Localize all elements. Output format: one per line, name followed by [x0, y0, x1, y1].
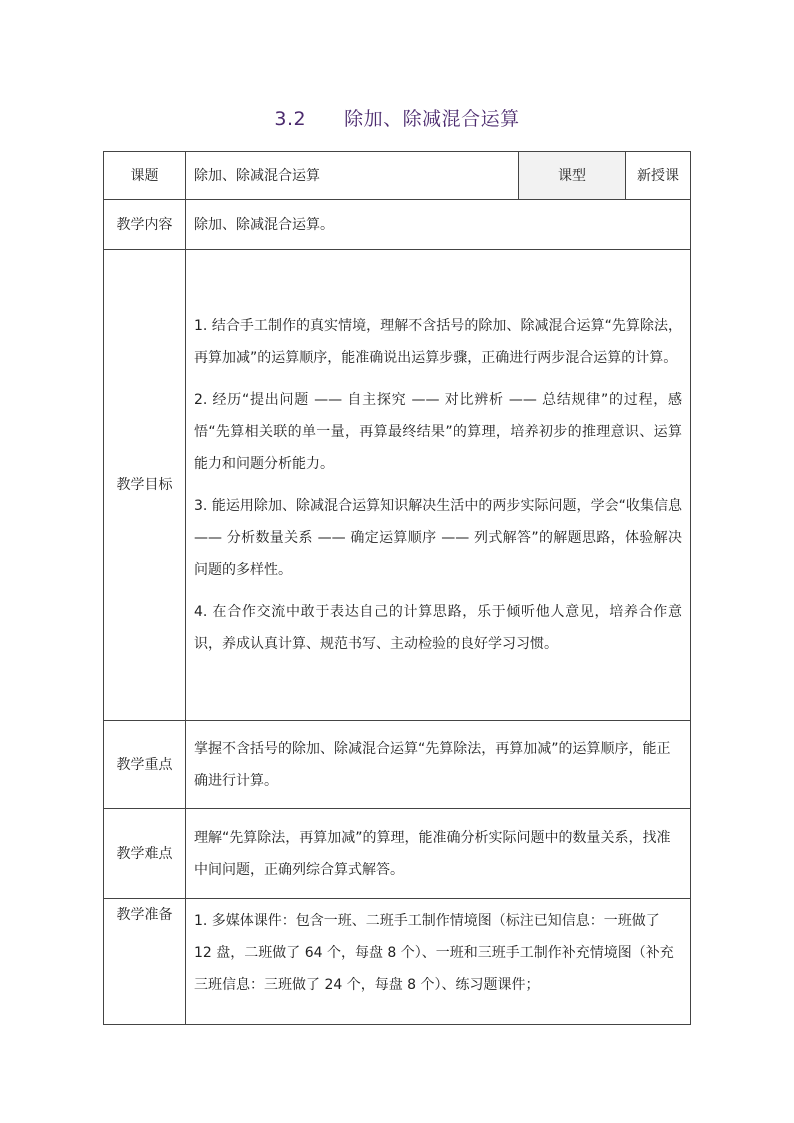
lesson-plan-table	[103, 151, 691, 1025]
page-title	[0, 104, 794, 131]
objective-item: 4. 在合作交流中敢于表达自己的计算思路，乐于倾听他人意见，培养合作意识，养成认真计算、规范书写、主动检验的良好学习习惯。	[194, 604, 682, 652]
row-content	[104, 200, 691, 250]
section-number: 3.2	[274, 108, 307, 130]
row-objectives	[104, 250, 691, 721]
row-preparation	[104, 899, 691, 1025]
preparation-value: 1. 多媒体课件：包含一班、二班手工制作情境图（标注已知信息：一班做了 12 盘，二班做了 64 个，每盘 8 个）、一班和三班手工制作补充情境图（补充三班信息：三班做了 24 个，每盘 8 个）、练习题课件；	[186, 899, 691, 1025]
type-value: 新授课	[626, 152, 691, 200]
objectives-cell	[186, 250, 691, 721]
objective-item: 1. 结合手工制作的真实情境，理解不含括号的除加、除减混合运算“先算除法，再算加减”的运算顺序，能准确说出运算步骤，正确进行两步混合运算的计算。	[194, 318, 682, 366]
row-difficulties	[104, 809, 691, 899]
difficulties-value: 理解“先算除法，再算加减”的算理，能准确分析实际问题中的数量关系，找准中间问题，正确列综合算式解答。	[186, 809, 691, 899]
row-topic	[104, 152, 691, 200]
objectives-label: 教学目标	[104, 250, 186, 721]
key-points-value: 掌握不含括号的除加、除减混合运算“先算除法，再算加减”的运算顺序，能正确进行计算。	[186, 721, 691, 809]
key-points-label: 教学重点	[104, 721, 186, 809]
row-key-points	[104, 721, 691, 809]
content-value: 除加、除减混合运算。	[186, 200, 691, 250]
content-label: 教学内容	[104, 200, 186, 250]
difficulties-label: 教学难点	[104, 809, 186, 899]
section-title: 除加、除减混合运算	[344, 108, 520, 130]
topic-value: 除加、除减混合运算	[186, 152, 519, 200]
objective-item: 3. 能运用除加、除减混合运算知识解决生活中的两步实际问题，学会“收集信息 —— 分析数量关系 —— 确定运算顺序 —— 列式解答”的解题思路，体验解决问题的多样性。	[194, 498, 682, 578]
objective-item: 2. 经历“提出问题 —— 自主探究 —— 对比辨析 —— 总结规律”的过程，感悟“先算相关联的单一量，再算最终结果”的算理，培养初步的推理意识、运算能力和问题分析能力。	[194, 392, 682, 472]
preparation-label: 教学准备	[104, 899, 186, 1025]
topic-label: 课题	[104, 152, 186, 200]
type-label: 课型	[519, 152, 626, 200]
